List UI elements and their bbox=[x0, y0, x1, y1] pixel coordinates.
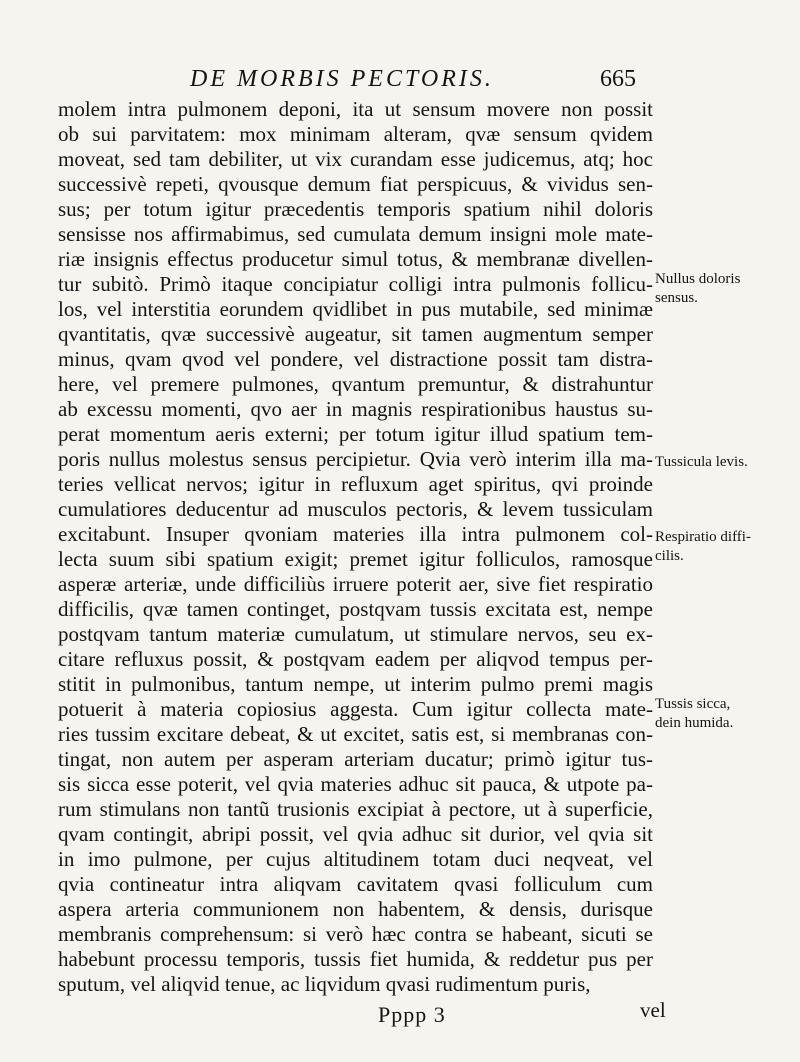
text-line: cumulatiores deducentur ad musculos pectoris, & levem tussiculam bbox=[58, 497, 653, 521]
margin-note-line: cilis. bbox=[655, 548, 684, 564]
text-line: postqvam tantum materiæ cumulatum, ut stimulare nervos, seu ex- bbox=[58, 622, 653, 646]
text-line: membranis comprehensum: si verò hæc contra se habeant, sicuti se bbox=[58, 922, 653, 946]
text-line: sus; per totum igitur præcedentis temporis spatium nihil doloris bbox=[58, 197, 653, 221]
catchword: vel bbox=[640, 998, 666, 1022]
text-line: tingat, non autem per asperam arteriam ducatur; primò igitur tus- bbox=[58, 747, 653, 771]
signature-mark: Pppp 3 bbox=[378, 1002, 446, 1027]
text-line: tur subitò. Primò itaque concipiatur colligi intra pulmonis follicu- bbox=[58, 272, 653, 296]
text-line: qvam contingit, abripi possit, vel qvia adhuc sit durior, vel qvia sit bbox=[58, 822, 653, 846]
text-line: here, vel premere pulmones, qvantum premuntur, & distrahuntur bbox=[58, 372, 653, 396]
margin-note-line: Tussis sicca, bbox=[655, 696, 731, 712]
text-line: ries tussim excitare debeat, & ut excitet, satis est, si membranas con- bbox=[58, 722, 653, 746]
margin-note bbox=[655, 270, 797, 308]
margin-note-line: Respiratio diffi- bbox=[655, 529, 751, 545]
margin-note bbox=[655, 695, 797, 733]
text-line: in imo pulmone, per cujus altitudinem totam duci neqveat, vel bbox=[58, 847, 653, 871]
text-line: molem intra pulmonem deponi, ita ut sensum movere non possit bbox=[58, 97, 653, 121]
margin-note bbox=[655, 453, 797, 472]
page-number: 665 bbox=[600, 66, 636, 92]
text-line: potuerit à materia copiosius aggesta. Cum igitur collecta mate- bbox=[58, 697, 653, 721]
text-line: sensisse nos affirmabimus, sed cumulata demum insigni mole mate- bbox=[58, 222, 653, 246]
text-line: stitit in pulmonibus, tantum nempe, ut interim pulmo premi magis bbox=[58, 672, 653, 696]
text-line: moveat, sed tam debiliter, ut vix curandam esse judicemus, atq; hoc bbox=[58, 147, 653, 171]
margin-note-line: Nullus doloris bbox=[655, 271, 741, 287]
text-line: successivè repeti, qvousque demum fiat perspicuus, & vividus sen- bbox=[58, 172, 653, 196]
text-line: poris nullus molestus sensus percipietur. Qvia verò interim illa ma- bbox=[58, 447, 653, 471]
text-line: lecta suum sibi spatium exigit; premet igitur folliculos, ramosque bbox=[58, 547, 653, 571]
text-line: excitabunt. Insuper qvoniam materies illa intra pulmonem col- bbox=[58, 522, 653, 546]
text-line: qvantitatis, qvæ successivè augeatur, sit tamen augmentum semper bbox=[58, 322, 653, 346]
text-line: difficilis, qvæ tamen continget, postqvam tussis excitata est, nempe bbox=[58, 597, 653, 621]
text-line: los, vel interstitia eorundem qvidlibet in pus mutabile, sed minimæ bbox=[58, 297, 653, 321]
text-line: qvia contineatur intra aliqvam cavitatem qvasi folliculum cum bbox=[58, 872, 653, 896]
text-line: ab excessu momenti, qvo aer in magnis respirationibus haustus su- bbox=[58, 397, 653, 421]
text-line: citare refluxus possit, & postqvam eadem per aliqvod tempus per- bbox=[58, 647, 653, 671]
text-line: minus, qvam qvod vel pondere, vel distractione possit tam distra- bbox=[58, 347, 653, 371]
text-line: perat momentum aeris externi; per totum igitur illud spatium tem- bbox=[58, 422, 653, 446]
margin-note-line: sensus. bbox=[655, 290, 698, 306]
text-line: rum stimulans non tantũ trusionis excipiat à pectore, ut à superficie, bbox=[58, 797, 653, 821]
text-line: ob sui parvitatem: mox minimam alteram, qvæ sensum qvidem bbox=[58, 122, 653, 146]
running-title: DE MORBIS PECTORIS. bbox=[190, 66, 494, 92]
text-line: sputum, vel aliqvid tenue, ac liqvidum qvasi rudimentum puris, bbox=[58, 972, 591, 996]
margin-note bbox=[655, 528, 797, 566]
text-line: sis sicca esse poterit, vel qvia materies adhuc sit pauca, & utpote pa- bbox=[58, 772, 653, 796]
text-line: riæ insignis effectus producetur simul totus, & membranæ divellen- bbox=[58, 247, 653, 271]
text-line: aspera arteria communionem non habentem, & densis, durisque bbox=[58, 897, 653, 921]
text-line: asperæ arteriæ, unde difficiliùs irruere poterit aer, sive fiet respiratio bbox=[58, 572, 653, 596]
text-line: habebunt processu temporis, tussis fiet humida, & reddetur pus per bbox=[58, 947, 653, 971]
text-line: teries vellicat nervos; igitur in refluxum aget spiritus, qvi proinde bbox=[58, 472, 653, 496]
margin-note-line: dein humida. bbox=[655, 715, 734, 731]
margin-note-line: Tussicula levis. bbox=[655, 454, 748, 470]
